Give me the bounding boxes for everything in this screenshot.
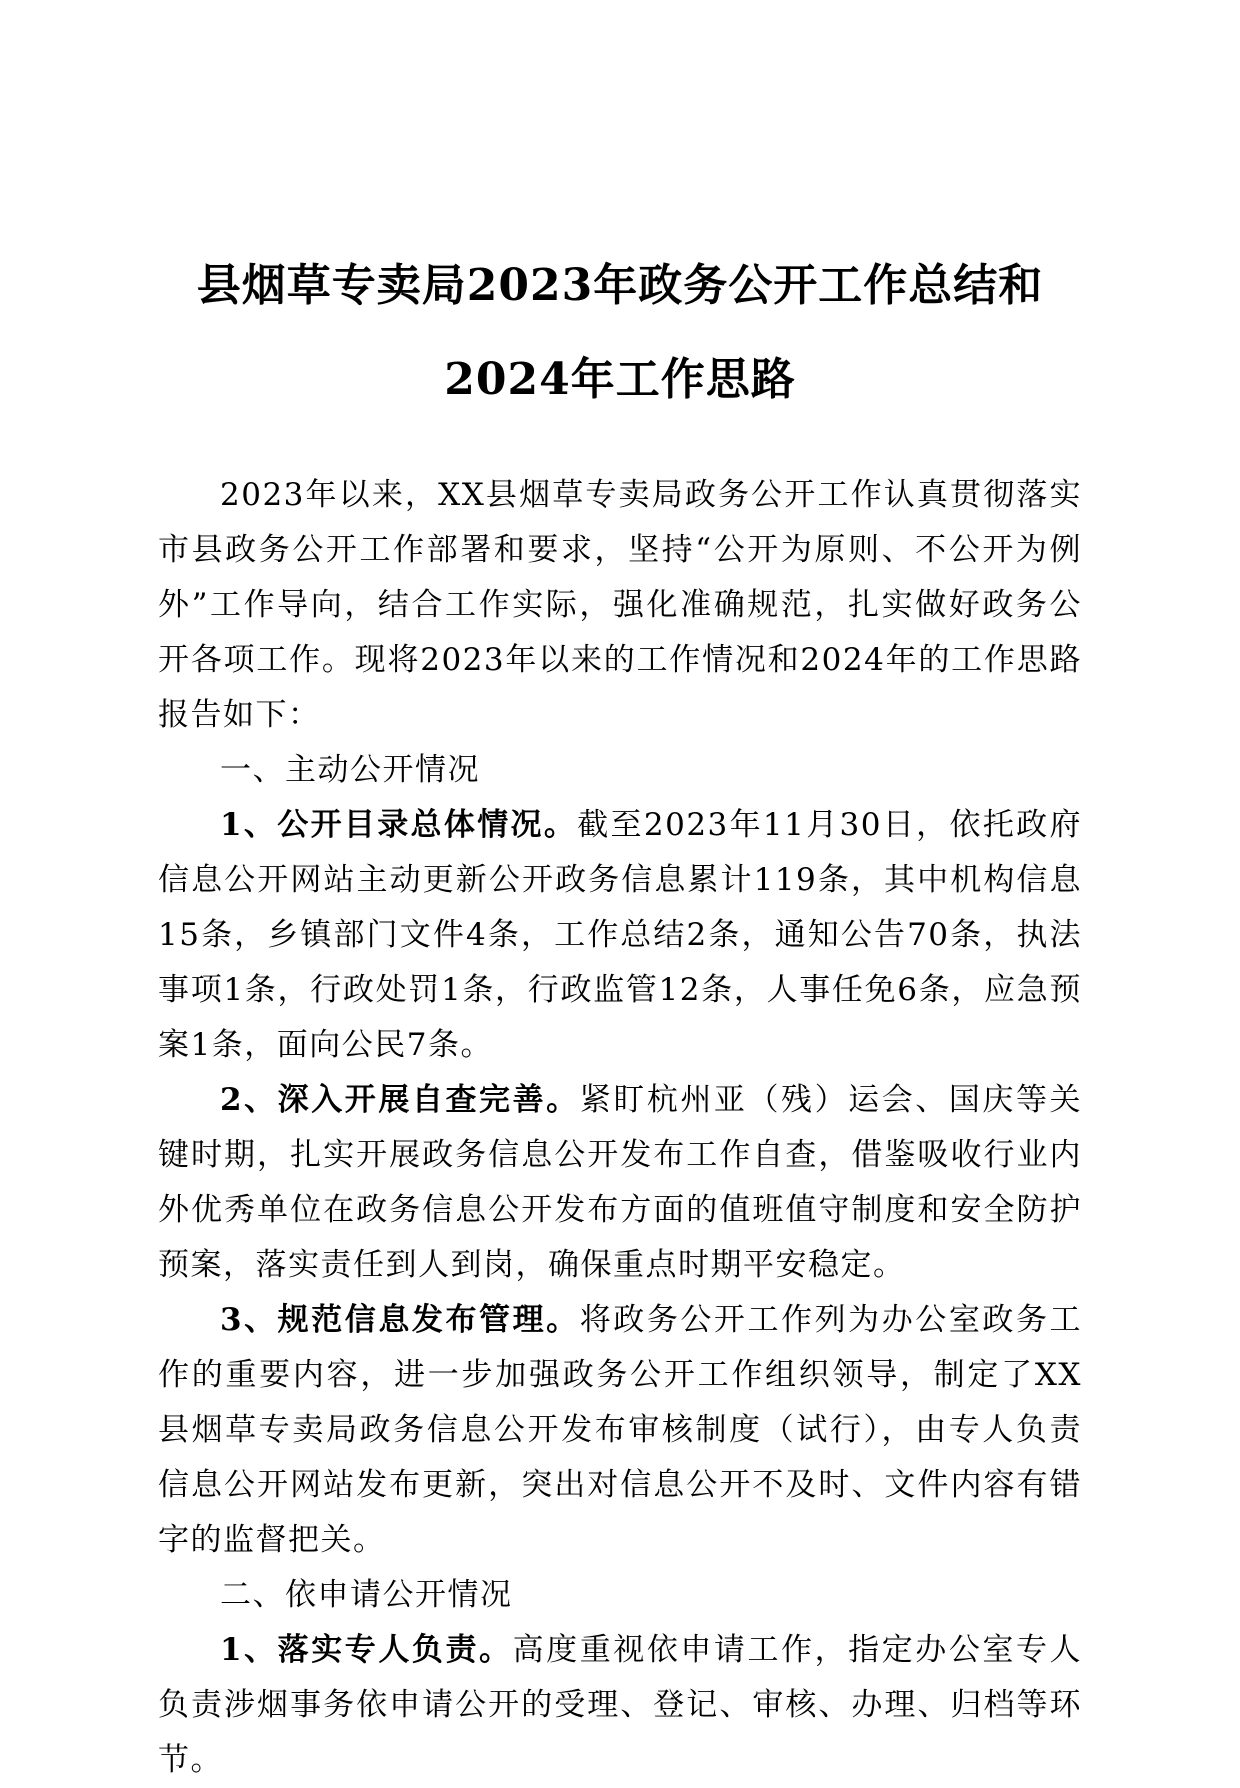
section-1-heading: 一、主动公开情况	[220, 752, 480, 788]
document-body	[158, 468, 1082, 1788]
item-lead: 3、规范信息发布管理。	[220, 1302, 580, 1338]
section-2-heading: 二、依申请公开情况	[220, 1577, 513, 1613]
section-1-item-2	[158, 1073, 1082, 1293]
intro-paragraph: 2023年以来，XX县烟草专卖局政务公开工作认真贯彻落实市县政务公开工作部署和要求，坚持“公开为原则、不公开为例外”工作导向，结合工作实际，强化准确规范，扎实做好政务公开各项工作。现将2023年以来的工作情况和2024年的工作思路报告如下：	[158, 477, 1082, 733]
item-text: 紧盯杭州亚（残）运会、国庆等关键时期，扎实开展政务信息公开发布工作自查，借鉴吸收行业内外优秀单位在政务信息公开发布方面的值班值守制度和安全防护预案，落实责任到人到岗，确保重点时期平安稳定。	[158, 1082, 1082, 1283]
section-1-item-1	[158, 798, 1082, 1073]
item-lead: 1、公开目录总体情况。	[220, 807, 578, 843]
document-title-line-1: 县烟草专卖局2023年政务公开工作总结和	[196, 260, 1044, 311]
item-lead: 2、深入开展自查完善。	[220, 1082, 580, 1118]
document-title-line-2: 2024年工作思路	[444, 354, 796, 405]
item-lead: 1、落实专人负责。	[220, 1632, 513, 1668]
item-text: 将政务公开工作列为办公室政务工作的重要内容，进一步加强政务公开工作组织领导，制定了XX县烟草专卖局政务信息公开发布审核制度（试行），由专人负责信息公开网站发布更新，突出对信息公开不及时、文件内容有错字的监督把关。	[158, 1302, 1082, 1558]
section-1-item-3	[158, 1293, 1082, 1568]
item-text: 截至2023年11月30日，依托政府信息公开网站主动更新公开政务信息累计119条，其中机构信息15条，乡镇部门文件4条，工作总结2条，通知公告70条，执法事项1条，行政处罚1条，行政监管12条，人事任免6条，应急预案1条，面向公民7条。	[158, 807, 1082, 1063]
item-text: 高度重视依申请工作，指定办公室专人负责涉烟事务依申请公开的受理、登记、审核、办理、归档等环节。	[158, 1632, 1083, 1778]
section-2-item-1	[158, 1623, 1082, 1788]
